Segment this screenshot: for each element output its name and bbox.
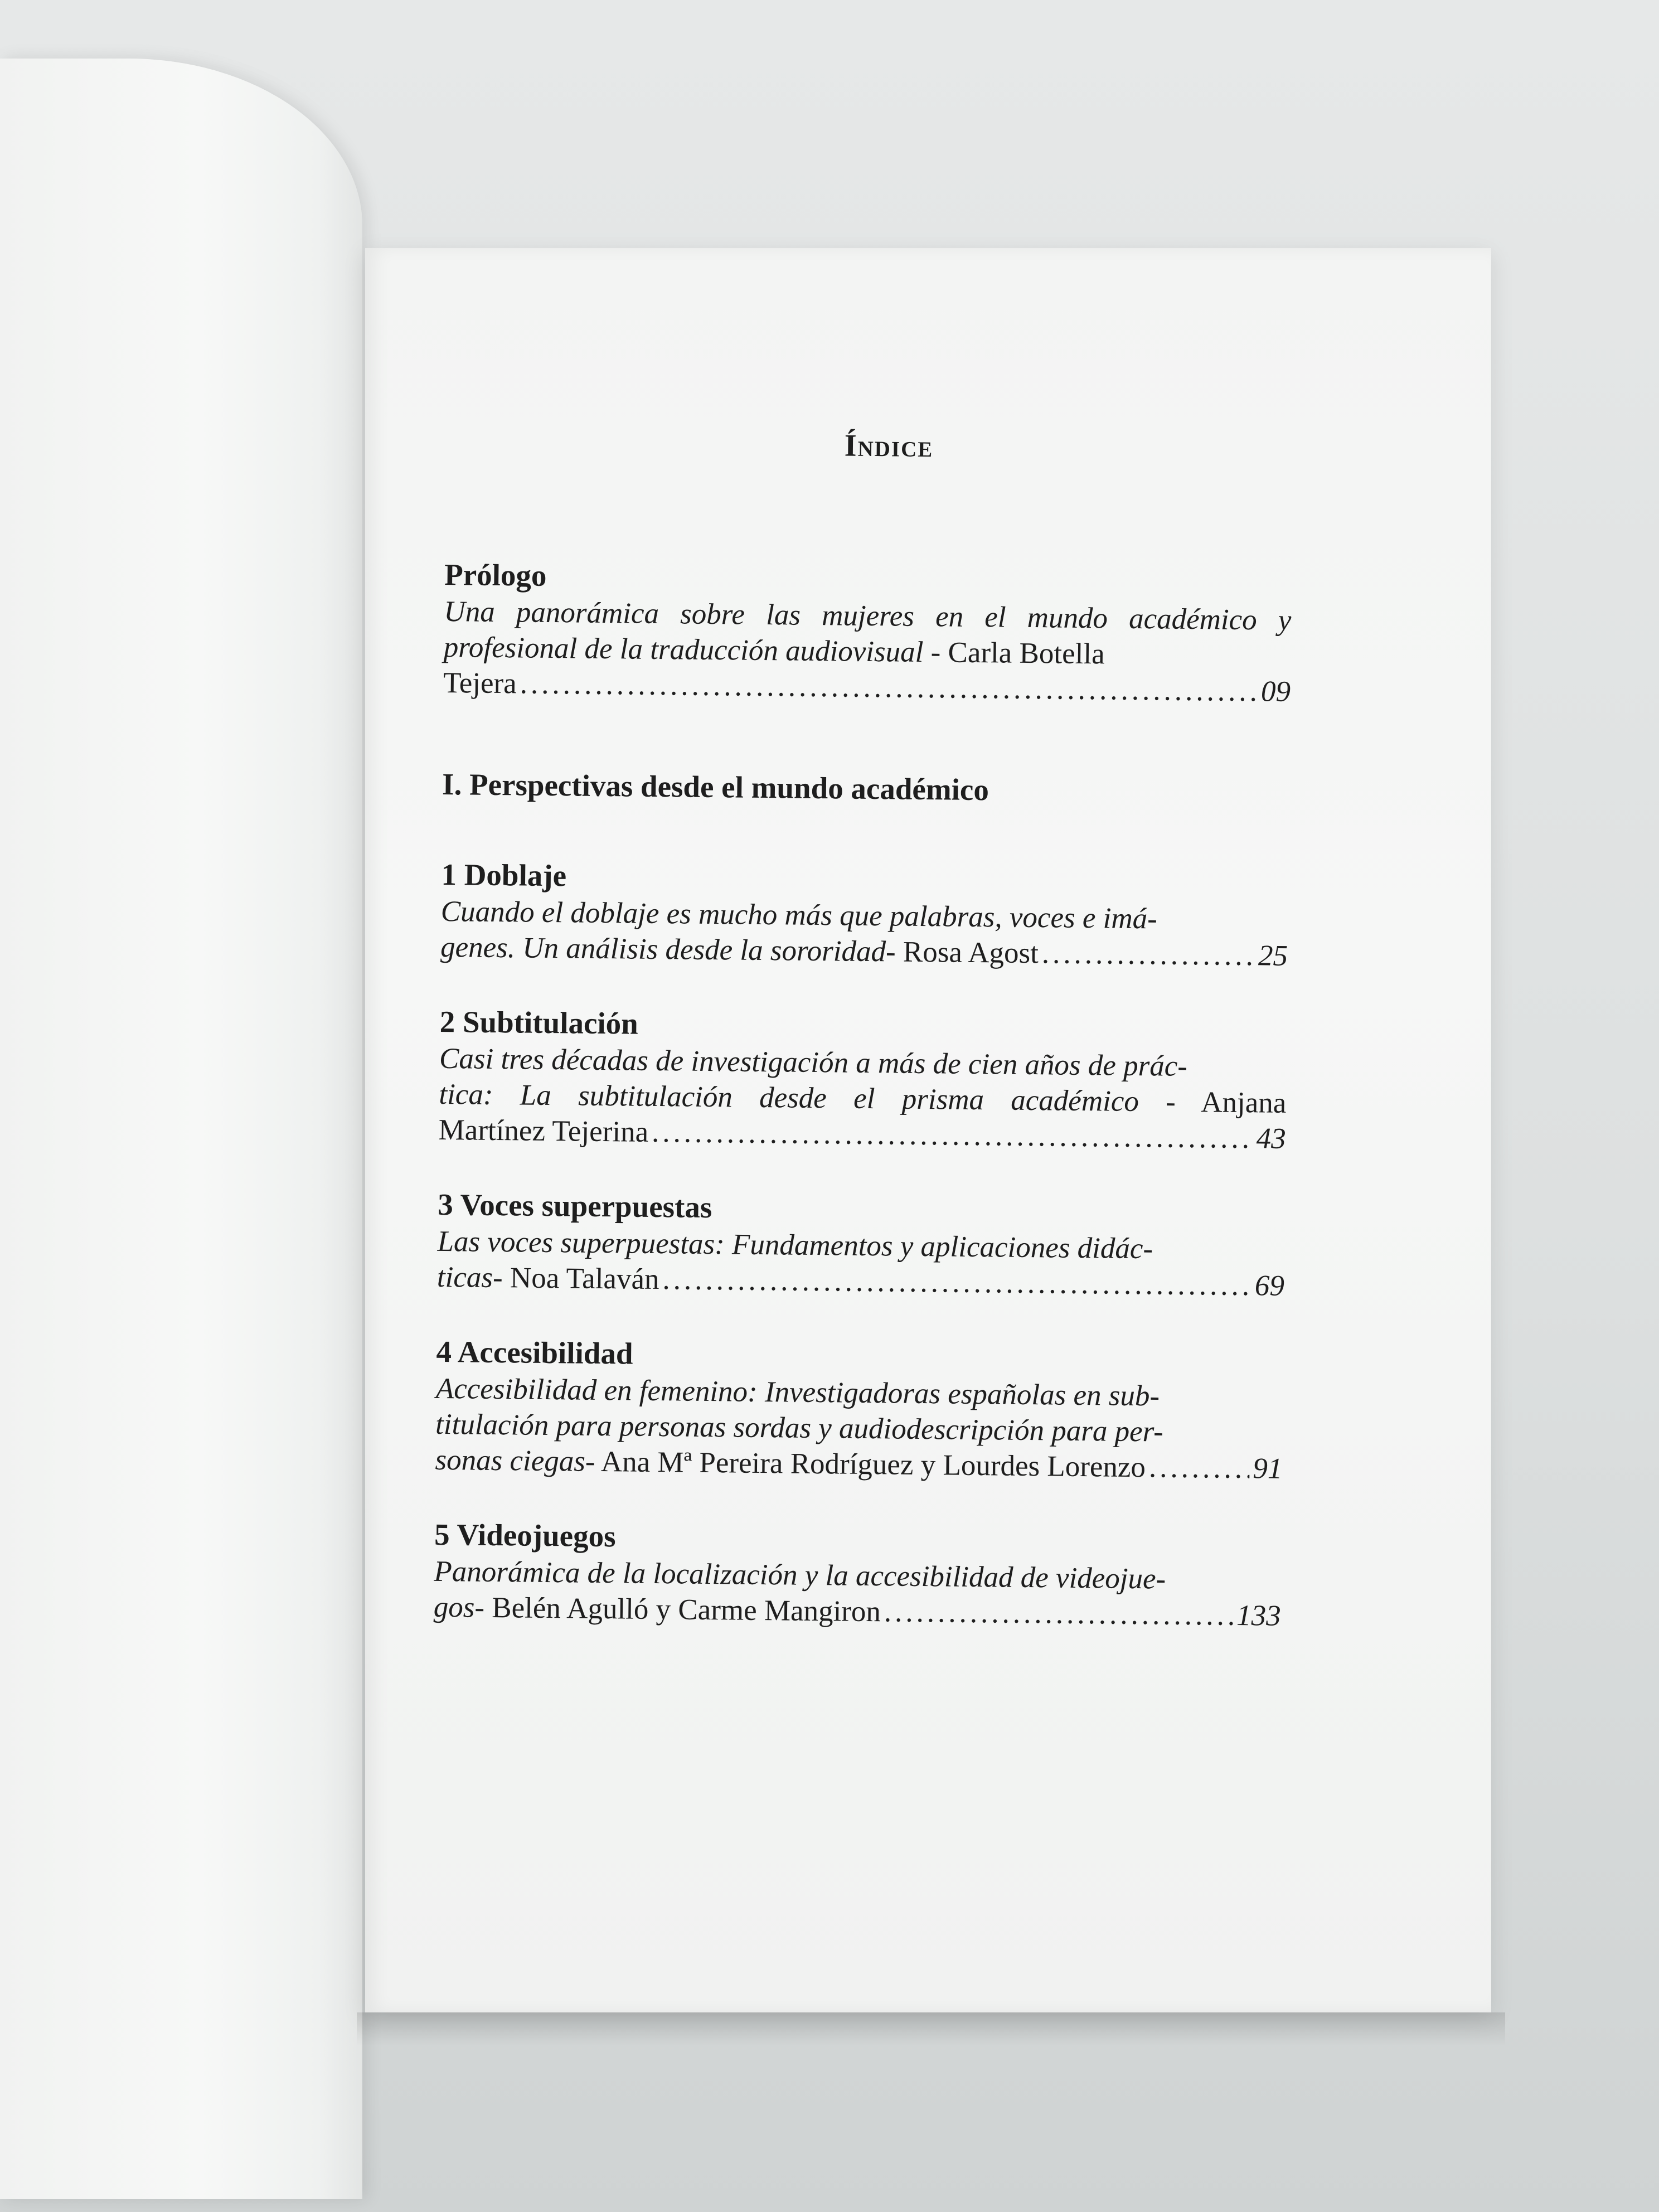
facing-page [0,59,362,2199]
dot-leader [520,666,1258,709]
table-of-contents [433,424,1293,1673]
toc-entry-doblaje [440,857,1289,974]
prologue-author-surname: Tejera [443,666,517,700]
chapter-title-text: titulación para personas sordas y audiodescripción para per- [435,1408,1164,1448]
prologue-author: Carla Botella [948,636,1105,671]
prologue-title-text: Una panorámica sobre las mujeres en el mundo académico y profesional de la traducción audiovisual [443,595,1292,668]
chapter-title-text: Las voces superpuestas: Fundamentos y aplicaciones didác- [437,1225,1153,1265]
toc-entry-accesibilidad [435,1334,1284,1487]
chapter-heading: 4 Accesibilidad [436,1334,633,1371]
chapter-author: - Ana Mª Pereira Rodríguez y Lourdes Lorenzo [585,1445,1146,1484]
toc-entry-subtitulacion [438,1004,1287,1157]
page-shadow [357,2012,1505,2046]
dot-leader [662,1262,1251,1303]
toc-entry-voces-superpuestas [437,1187,1286,1304]
toc-title: Índice [844,428,934,464]
dot-leader [652,1114,1253,1156]
chapter-title-text: Panorámica de la localización y la accesibilidad de videojue- [434,1555,1166,1595]
chapter-author: - Belén Agulló y Carme Mangiron [474,1591,881,1628]
chapter-title-text: Cuando el doblaje es mucho más que palabras, voces e imá- [440,895,1158,935]
chapter-heading: 2 Subtitulación [439,1004,639,1041]
toc-entry-videojuegos [433,1517,1282,1634]
prologue-heading: Prólogo [444,557,547,593]
page-number: 43 [1256,1122,1286,1155]
chapter-title-text: Casi tres décadas de investigación a más de cien años de prác- [439,1042,1188,1083]
chapter-title-text: genes. Un análisis desde la sororidad [440,930,886,968]
chapter-heading: 1 Doblaje [441,857,567,893]
chapter-author: Martínez Tejerina [438,1113,649,1148]
chapter-title-text: sonas ciegas [435,1443,586,1478]
chapter-heading: 5 Videojuegos [434,1517,616,1554]
section-heading: I. Perspectivas desde el mundo académico [442,767,989,807]
page-number: 133 [1236,1599,1281,1632]
chapter-author: - Anjana [1138,1085,1287,1119]
chapter-author: - Rosa Agost [885,935,1039,970]
page-number: 91 [1253,1452,1283,1485]
prologue-title: Una panorámica sobre las mujeres en el mundo académico y profesional de la traducción audiovisual - Carla Botella [443,595,1292,671]
chapter-title-text: Accesibilidad en femenino: Investigadoras españolas en sub- [435,1372,1160,1413]
dot-leader [884,1594,1234,1633]
chapter-heading: 3 Voces superpuestas [438,1187,712,1225]
chapter-title-text: gos [433,1590,475,1624]
dot-leader [1042,935,1255,973]
chapter-title-text: ticas [436,1260,493,1294]
toc-entry-prologue [443,557,1292,710]
page-number: 69 [1254,1269,1285,1302]
page-number: 25 [1258,939,1288,972]
chapter-author: - Noa Talaván [492,1261,659,1296]
chapter-title-text: tica: La subtitulación desde el prisma académico [439,1078,1139,1118]
page-number: 09 [1260,675,1291,708]
dot-leader [1149,1449,1250,1486]
